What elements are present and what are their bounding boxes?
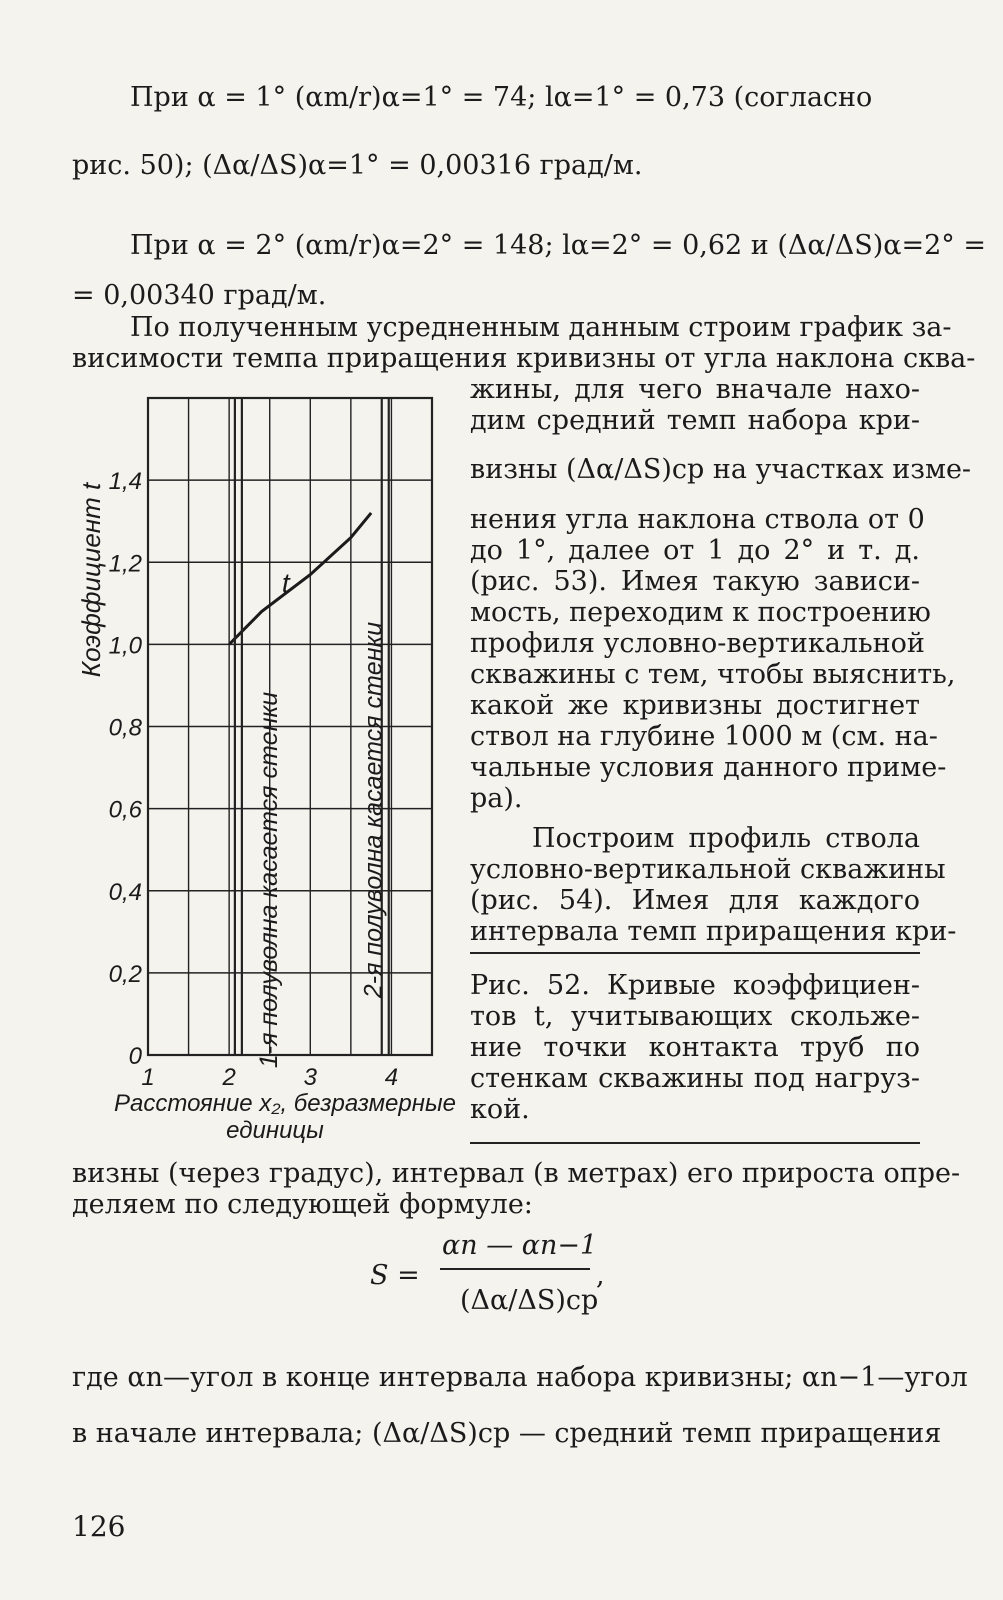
y-axis-label: Коэффициент t: [76, 482, 106, 678]
series-label: t: [281, 567, 290, 599]
para3-line1: где αn—угол в конце интервала набора кривизны; αn−1—угол: [72, 1362, 968, 1393]
series-line-t: [229, 513, 371, 644]
side-line: чальные условия данного приме-: [470, 752, 947, 783]
side-line: визны (Δα/ΔS)ср на участках изме-: [470, 454, 972, 485]
y-tick-label: 0,2: [108, 960, 142, 988]
caption-rule-top: [470, 952, 920, 954]
side-line: (рис. 53). Имея такую зависи-: [470, 566, 920, 597]
side-line: жины, для чего вначале нахо-: [470, 374, 920, 405]
x-axis-label-line1: Расстояние x₂, безразмерные: [114, 1090, 456, 1117]
eq1-line1: При α = 1° (αm/r)α=1° = 74; lα=1° = 0,73 (согласно: [130, 82, 873, 113]
side-line: (рис. 54). Имея для каждого: [470, 885, 920, 916]
side-line: условно-вертикальной скважины: [470, 854, 946, 885]
para1-line1: По полученным усредненным данным строим график за-: [130, 312, 952, 343]
para2-line2: деляем по следующей формуле:: [72, 1189, 533, 1220]
y-tick-label: 0,8: [108, 714, 142, 742]
y-tick-labels: [109, 468, 143, 1070]
annotation-group: [235, 398, 389, 1068]
formula-lhs: S =: [370, 1260, 420, 1291]
y-tick-label: 0: [128, 1043, 142, 1070]
caption-line: ние точки контакта труб по: [470, 1032, 920, 1063]
y-tick-label: 1,4: [108, 468, 142, 496]
side-line: до 1°, далее от 1 до 2° и т. д.: [470, 535, 920, 566]
y-tick-label: 1,2: [108, 550, 142, 578]
y-tick-label: 0,4: [108, 878, 142, 906]
x-tick-label: 2: [222, 1064, 236, 1091]
formula-numerator: αn — αn−1: [442, 1230, 598, 1261]
y-tick-label: 1,0: [108, 632, 142, 660]
x-tick-label: 4: [384, 1064, 399, 1091]
caption-line: стенкам скважины под нагруз-: [470, 1063, 920, 1094]
side-line: какой же кривизны достигнет: [470, 690, 920, 721]
para1-line2: висимости темпа приращения кривизны от угла наклона сква-: [72, 343, 976, 374]
annotation-label: 2-я полуволна касается стенки: [359, 621, 388, 999]
x-axis-label-line2: единицы: [226, 1117, 324, 1144]
side-line: интервала темп приращения кри-: [470, 916, 957, 947]
figure-caption: [470, 970, 920, 1125]
side-line: дим средний темп набора кри-: [470, 405, 920, 436]
formula-denominator: (Δα/ΔS)ср: [460, 1285, 599, 1316]
eq2-line2: = 0,00340 град/м.: [72, 280, 327, 311]
side-line: Построим профиль ствола: [532, 823, 920, 854]
fraction-bar: [440, 1268, 590, 1270]
side-line: профиля условно-вертикальной: [470, 628, 925, 659]
side-line: мость, переходим к построению: [470, 597, 931, 628]
caption-line: кой.: [470, 1094, 530, 1125]
page-number: 126: [72, 1510, 126, 1543]
caption-line: тов t, учитывающих скольже-: [470, 1001, 920, 1032]
para2-line1: визны (через градус), интервал (в метрах) его прироста опре-: [72, 1158, 961, 1189]
x-tick-label: 1: [141, 1064, 155, 1091]
side-column: [470, 374, 972, 947]
series-group: [229, 513, 371, 644]
side-line: нения угла наклона ствола от 0: [470, 504, 925, 535]
para3-line2: в начале интервала; (Δα/ΔS)ср — средний темп приращения: [72, 1418, 942, 1449]
side-line: ра).: [470, 783, 523, 814]
caption-line: Рис. 52. Кривые коэффициен-: [470, 970, 920, 1001]
eq1-line2: рис. 50); (Δα/ΔS)α=1° = 0,00316 град/м.: [72, 150, 643, 181]
formula-comma: ,: [596, 1260, 605, 1291]
y-tick-label: 0,6: [108, 796, 142, 824]
figure-52-chart: [0, 370, 470, 1150]
annotation-label: 1-я полуволна касается стенки: [254, 691, 283, 1069]
side-line: ствол на глубине 1000 м (см. на-: [470, 721, 938, 752]
side-line: скважины с тем, чтобы выяснить,: [470, 659, 956, 690]
caption-rule-bottom: [470, 1142, 920, 1144]
eq2-line1: При α = 2° (αm/r)α=2° = 148; lα=2° = 0,62 и (Δα/ΔS)α=2° =: [130, 230, 986, 261]
formula: [370, 1230, 630, 1350]
x-tick-label: 3: [303, 1064, 317, 1091]
